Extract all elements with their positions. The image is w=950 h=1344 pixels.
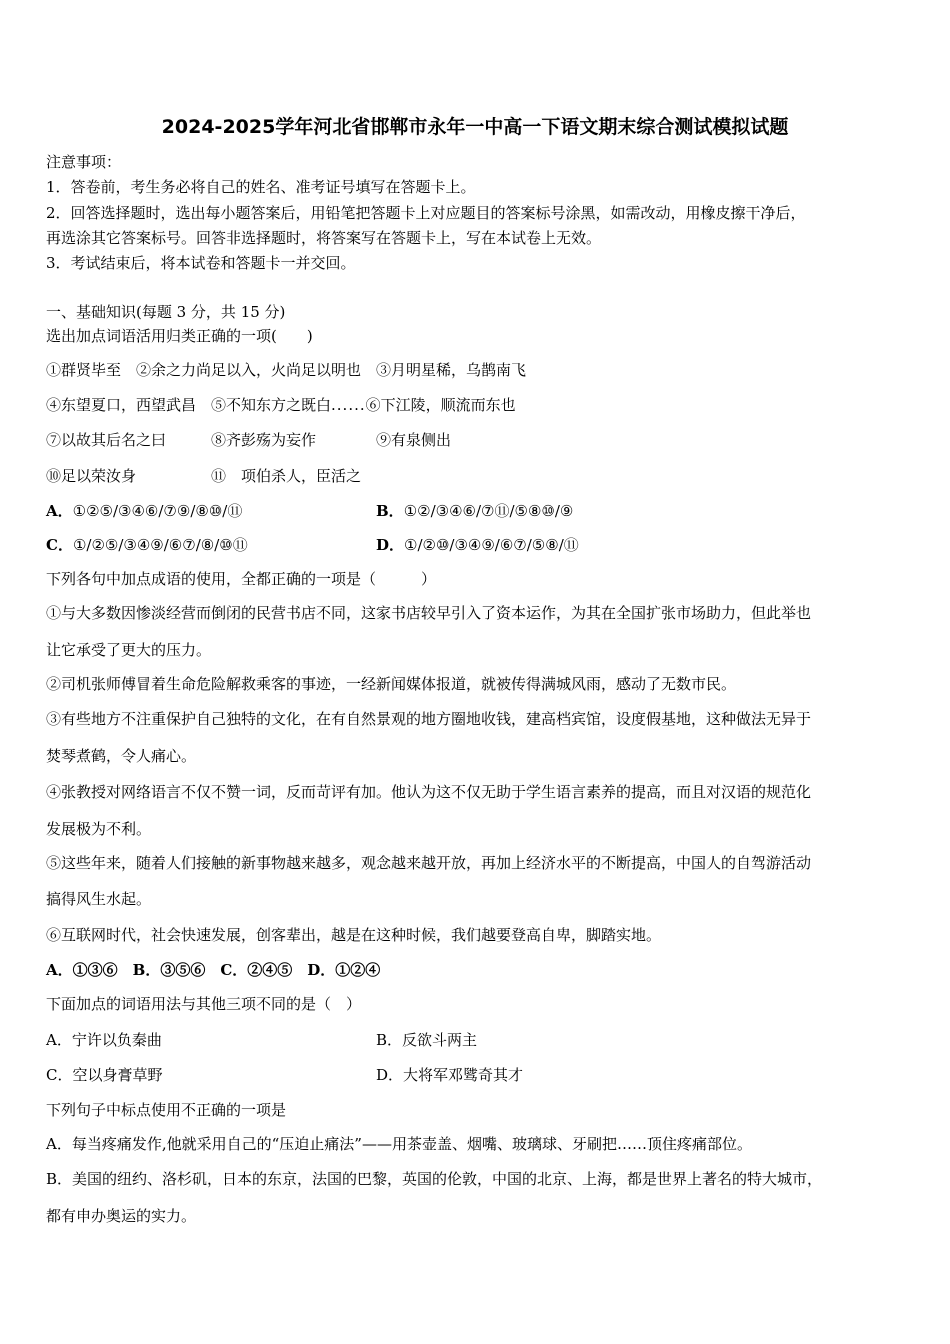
q3-option-d: D．大将军邓骘奇其才 — [376, 1066, 524, 1084]
q1-option-b — [376, 501, 573, 521]
q1-row: ⑦以故其后名之曰 ⑧齐彭殇为妄作 ⑨有泉侧出 — [46, 431, 452, 449]
option-text: ①/②⑤/③④⑨/⑥⑦/⑧/⑩⑪ — [72, 536, 248, 554]
option-label: D． — [376, 536, 405, 554]
option-text: ①/②⑩/③④⑨/⑥⑦/⑤⑧/⑪ — [404, 536, 579, 554]
q1-option-a — [46, 501, 242, 521]
q1-row: ①群贤毕至 ②余之力尚足以入，火尚足以明也 ③月明星稀，乌鹊南飞 — [46, 361, 527, 379]
q1-row-part: ④东望夏口，西望武昌 ⑤不知东方之既白 — [46, 396, 332, 414]
option-text: ①②/③④⑥/⑦⑪/⑤⑧⑩/⑨ — [403, 502, 574, 520]
q2-line: 焚琴煮鹤，令人痛心。 — [46, 747, 197, 765]
q1-stem: 选出加点词语活用归类正确的一项( ) — [46, 327, 313, 345]
q4-stem: 下列句子中标点使用不正确的一项是 — [46, 1101, 287, 1119]
notice-heading: 注意事项： — [46, 153, 122, 171]
q2-options: A．①③⑥ B．③⑤⑥ C．②④⑤ D．①②④ — [46, 961, 381, 979]
notice-item: 2．回答选择题时，选出每小题答案后，用铅笔把答题卡上对应题目的答案标号涂黑，如需改动，用橡皮擦干净后， — [46, 204, 806, 222]
q3-option-c: C．空以身膏草野 — [46, 1066, 163, 1084]
option-label: C． — [46, 536, 73, 554]
option-label: B． — [376, 502, 404, 520]
q2-line: 让它承受了更大的压力。 — [46, 641, 212, 659]
option-text: ①②⑤/③④⑥/⑦⑨/⑧⑩/⑪ — [72, 502, 243, 520]
option-label: A． — [46, 502, 73, 520]
q4-option-a: A．每当疼痛发作,他就采用自己的“压迫止痛法”——用茶壶盖、烟嘴、玻璃球、牙刷把……顶住疼痛部位。 — [46, 1135, 752, 1153]
q2-stem: 下列各句中加点成语的使用，全都正确的一项是（ ） — [46, 570, 437, 588]
q2-line: ②司机张师傅冒着生命危险解救乘客的事迹，一经新闻媒体报道，就被传得满城风雨，感动了无数市民。 — [46, 675, 737, 693]
section-heading: 一、基础知识(每题 3 分，共 15 分) — [46, 303, 286, 321]
q4-option-b-cont: 都有申办奥运的实力。 — [46, 1207, 197, 1225]
q2-line: ①与大多数因惨淡经营而倒闭的民营书店不同，这家书店较早引入了资本运作，为其在全国扩张市场助力，但此举也 — [46, 604, 812, 622]
notice-item: 再选涂其它答案标号。回答非选择题时，将答案写在答题卡上，写在本试卷上无效。 — [46, 229, 602, 247]
q1-row — [46, 395, 516, 415]
q1-row: ⑩足以荣汝身 ⑪ 项伯杀人，臣活之 — [46, 467, 362, 485]
q3-option-a: A．宁许以负秦曲 — [46, 1031, 162, 1049]
q2-line: ⑤这些年来，随着人们接触的新事物越来越多，观念越来越开放，再加上经济水平的不断提高，中国人的自驾游活动 — [46, 854, 812, 872]
q3-stem: 下面加点的词语用法与其他三项不同的是（ ） — [46, 995, 362, 1013]
q1-row-part: ⑥下江陵，顺流而东也 — [365, 396, 516, 414]
q2-line: ④张教授对网络语言不仅不赞一词，反而苛评有加。他认为这不仅无助于学生语言素养的提高，而且对汉语的规范化 — [46, 783, 812, 801]
emphasis-dots: ...... — [331, 396, 366, 414]
page-title: 2024-2025学年河北省邯郸市永年一中高一下语文期末综合测试模拟试题 — [161, 116, 789, 138]
notice-item: 3．考试结束后，将本试卷和答题卡一并交回。 — [46, 254, 356, 272]
q2-line: ⑥互联网时代，社会快速发展，创客辈出，越是在这种时候，我们越要登高自卑，脚踏实地。 — [46, 926, 662, 944]
q4-option-b: B．美国的纽约、洛杉矶，日本的东京，法国的巴黎，英国的伦敦，中国的北京、上海，都是世界上著名的特大城市， — [46, 1170, 823, 1188]
q2-line: 发展极为不利。 — [46, 820, 152, 838]
q3-option-b: B．反欲斗两主 — [376, 1031, 478, 1049]
q2-line: 搞得风生水起。 — [46, 890, 152, 908]
q1-option-c — [46, 535, 248, 555]
notice-item: 1．答卷前，考生务必将自己的姓名、准考证号填写在答题卡上。 — [46, 178, 476, 196]
q1-option-d — [376, 535, 579, 555]
q2-line: ③有些地方不注重保护自己独特的文化，在有自然景观的地方圈地收钱，建高档宾馆，设度假基地，这种做法无异于 — [46, 710, 812, 728]
